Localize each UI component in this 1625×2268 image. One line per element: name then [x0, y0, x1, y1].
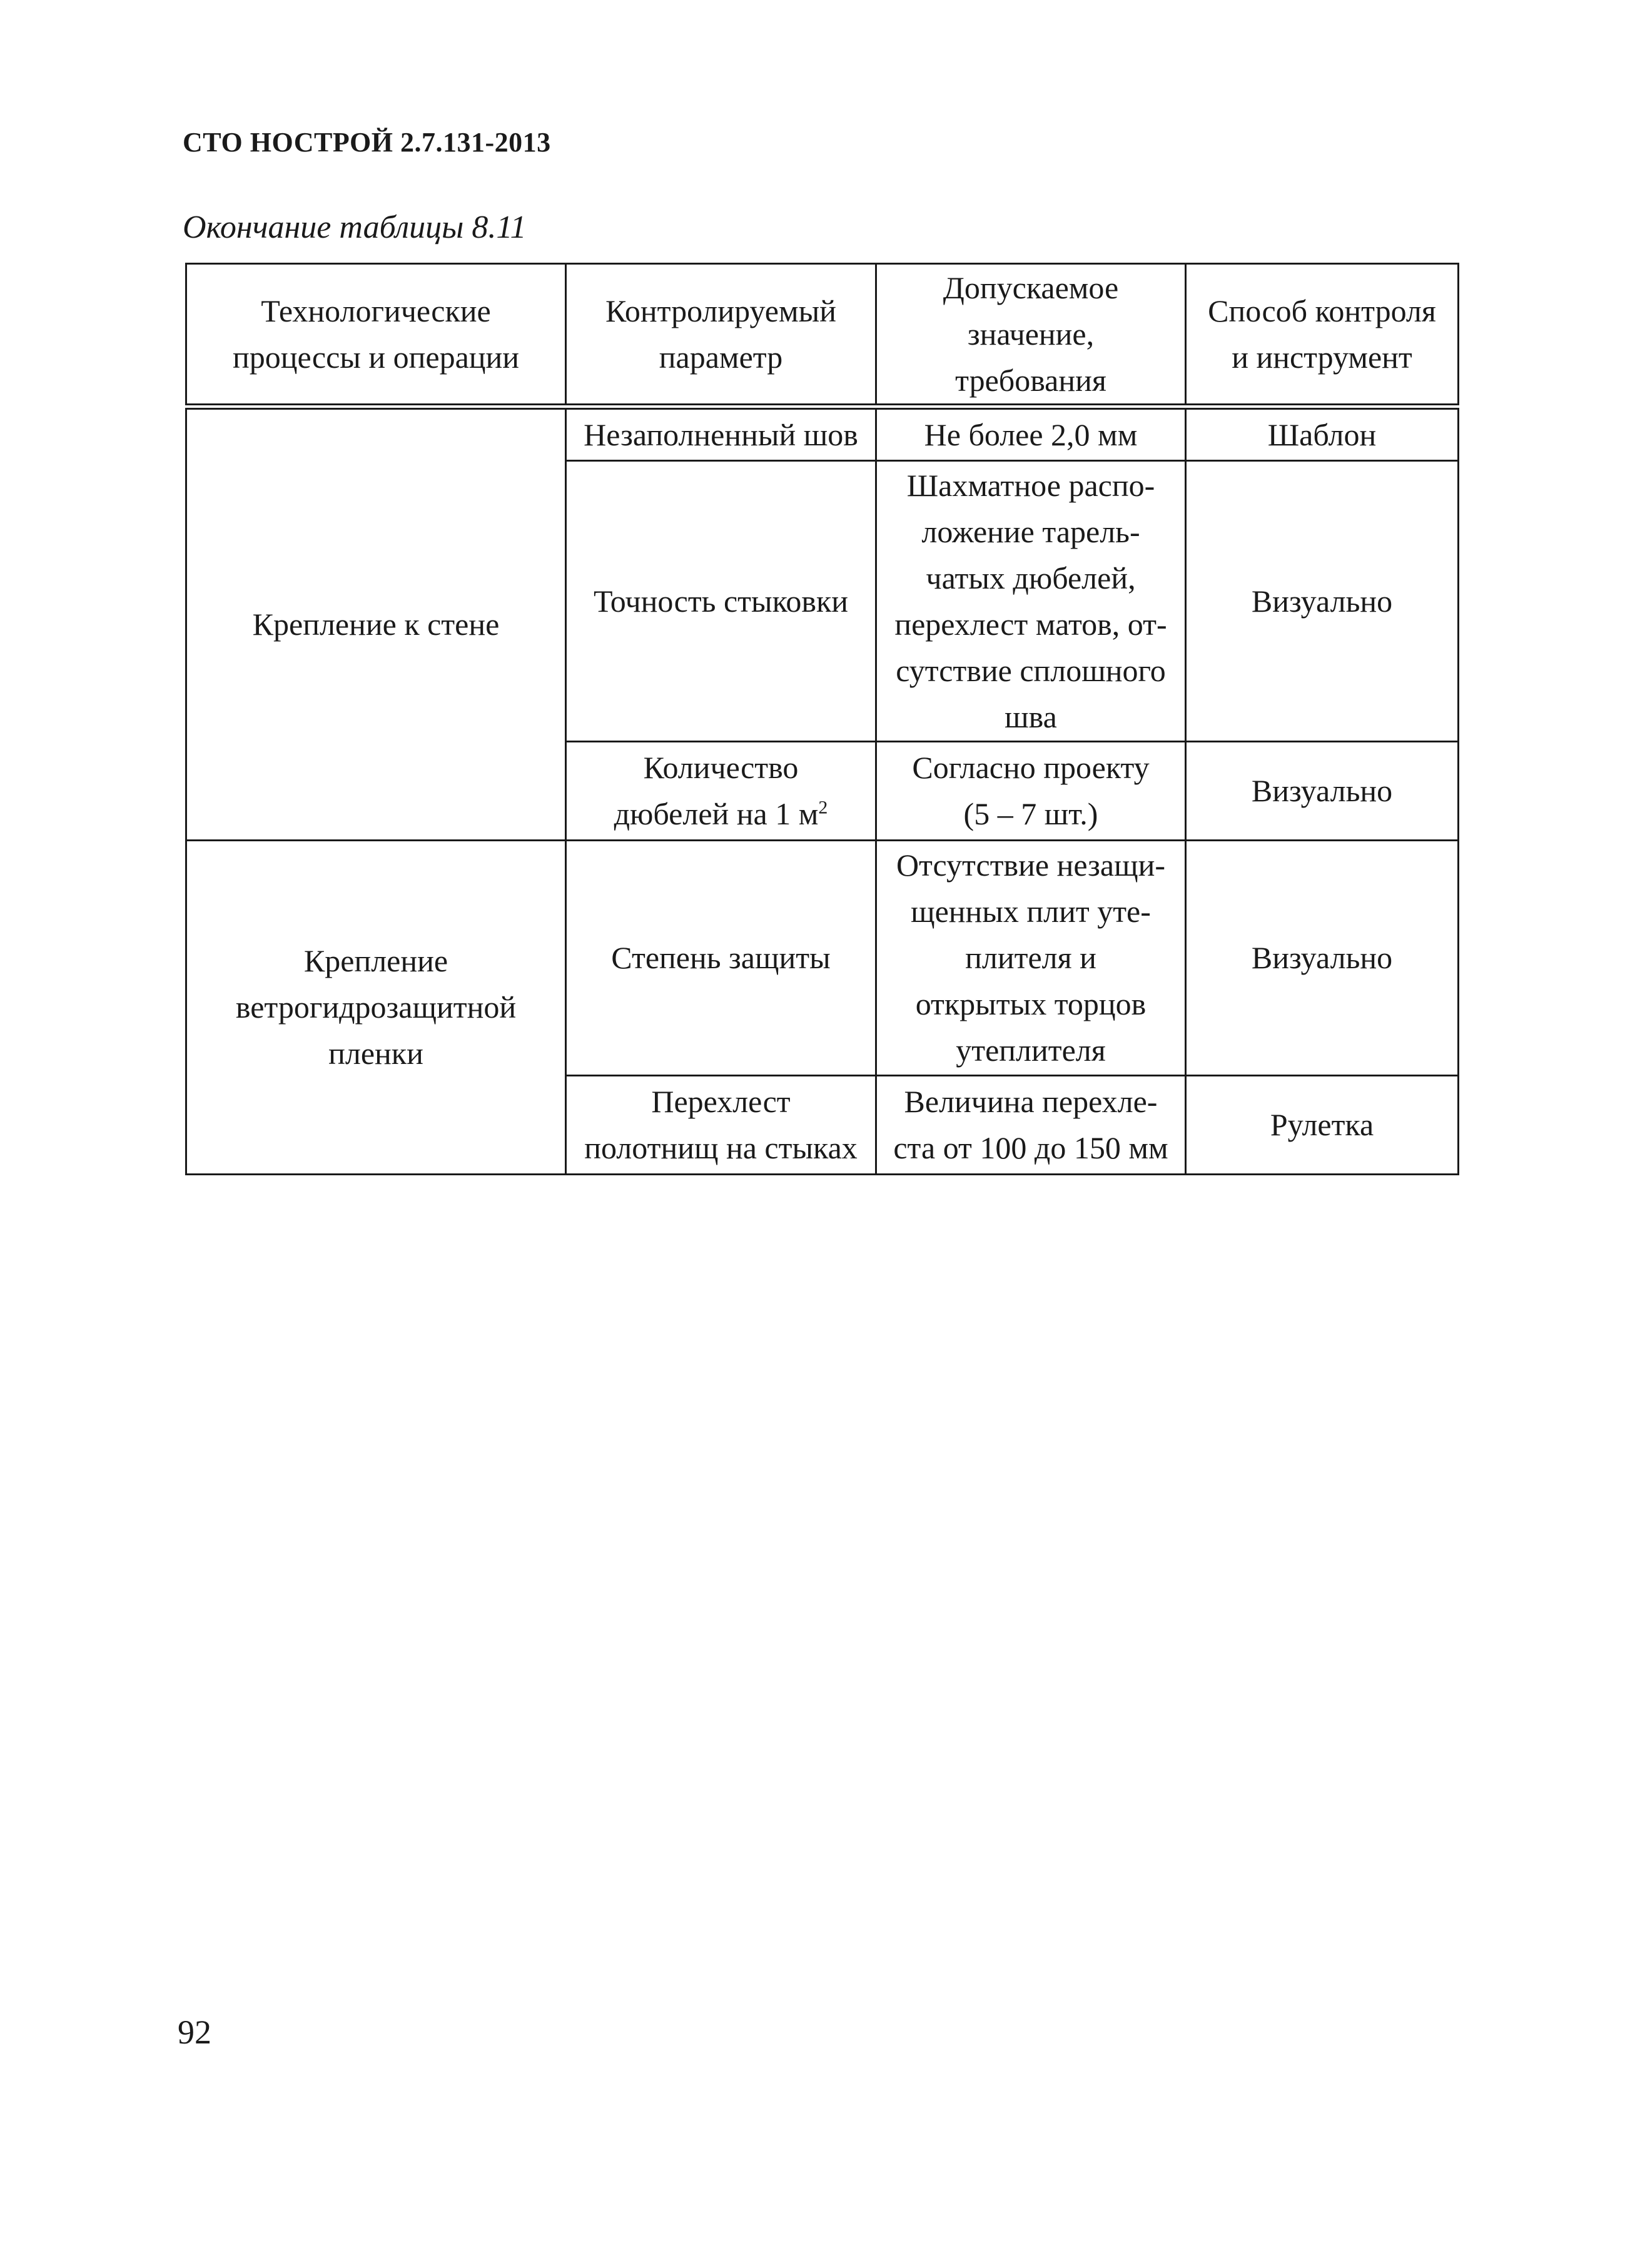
table-row: [186, 840, 1459, 1075]
process-line: пленки: [328, 1036, 423, 1071]
method-cell: Визуально: [1186, 741, 1459, 840]
value-line: Согласно проекту: [912, 750, 1150, 785]
parameter-line: Незаполненный шов: [584, 417, 858, 452]
parameter-line: Перехлест: [651, 1084, 791, 1119]
column-header-value: [876, 264, 1186, 407]
value-line: Шахматное распо-: [906, 467, 1155, 503]
parameter-line: Количество: [643, 750, 799, 785]
column-header-parameter: [566, 264, 876, 407]
method-cell: Визуально: [1186, 840, 1459, 1075]
value-line: перехлест матов, от-: [894, 606, 1167, 642]
parameter-line: полотнищ на стыках: [584, 1130, 858, 1165]
process-cell: [186, 407, 566, 840]
process-line: ветрогидрозащитной: [235, 990, 517, 1025]
value-cell: [876, 460, 1186, 741]
parameter-line: дюбелей на 1 м: [614, 796, 819, 831]
parameter-cell: [566, 741, 876, 840]
value-line: шва: [1005, 699, 1057, 734]
method-cell: Визуально: [1186, 460, 1459, 741]
header-line: требования: [955, 363, 1106, 398]
column-header-method: [1186, 264, 1459, 407]
value-line: плителя и: [965, 940, 1096, 975]
method-cell: Шаблон: [1186, 407, 1459, 460]
value-line: Отсутствие незащи-: [896, 848, 1166, 883]
parameter-line: Степень защиты: [611, 940, 831, 975]
value-line: (5 – 7 шт.): [963, 796, 1098, 831]
document-header: СТО НОСТРОЙ 2.7.131-2013: [183, 127, 551, 158]
value-line: ста от 100 до 150 мм: [893, 1130, 1168, 1165]
value-line: утеплителя: [956, 1033, 1106, 1068]
value-line: ложение тарель-: [921, 514, 1140, 549]
header-line: Способ контроля: [1208, 293, 1436, 328]
table-header-row: [186, 264, 1459, 407]
header-line: значение,: [967, 316, 1095, 352]
value-cell: [876, 840, 1186, 1075]
header-line: Контролируемый: [605, 293, 836, 328]
value-cell: [876, 741, 1186, 840]
parameter-cell: [566, 407, 876, 460]
column-header-process: [186, 264, 566, 407]
method-cell: Рулетка: [1186, 1075, 1459, 1174]
process-line: Крепление: [303, 943, 448, 978]
table-caption: Окончание таблицы 8.11: [183, 210, 527, 245]
control-table: [185, 263, 1459, 1175]
header-line: процессы и операции: [232, 340, 520, 375]
table-container: [185, 263, 1459, 1175]
page-number: 92: [178, 2013, 211, 2051]
value-line: Не более 2,0 мм: [924, 417, 1138, 452]
value-line: сутствие сплошного: [896, 652, 1166, 688]
header-line: и инструмент: [1232, 340, 1412, 375]
header-line: Технологические: [261, 293, 491, 328]
process-line: Крепление к стене: [252, 607, 500, 642]
value-line: Величина перехле-: [904, 1084, 1158, 1119]
header-line: Допускаемое: [943, 270, 1119, 305]
process-cell: [186, 840, 566, 1174]
value-cell: [876, 407, 1186, 460]
parameter-cell: [566, 1075, 876, 1174]
parameter-line-with-superscript: [570, 791, 871, 837]
value-cell: [876, 1075, 1186, 1174]
value-line: щенных плит уте-: [911, 894, 1151, 929]
parameter-cell: [566, 840, 876, 1075]
parameter-cell: [566, 460, 876, 741]
superscript: 2: [818, 797, 828, 818]
value-line: открытых торцов: [915, 986, 1147, 1021]
table-row: [186, 407, 1459, 460]
value-line: чатых дюбелей,: [926, 560, 1136, 595]
parameter-line: Точность стыковки: [593, 583, 849, 619]
header-line: параметр: [659, 340, 783, 375]
